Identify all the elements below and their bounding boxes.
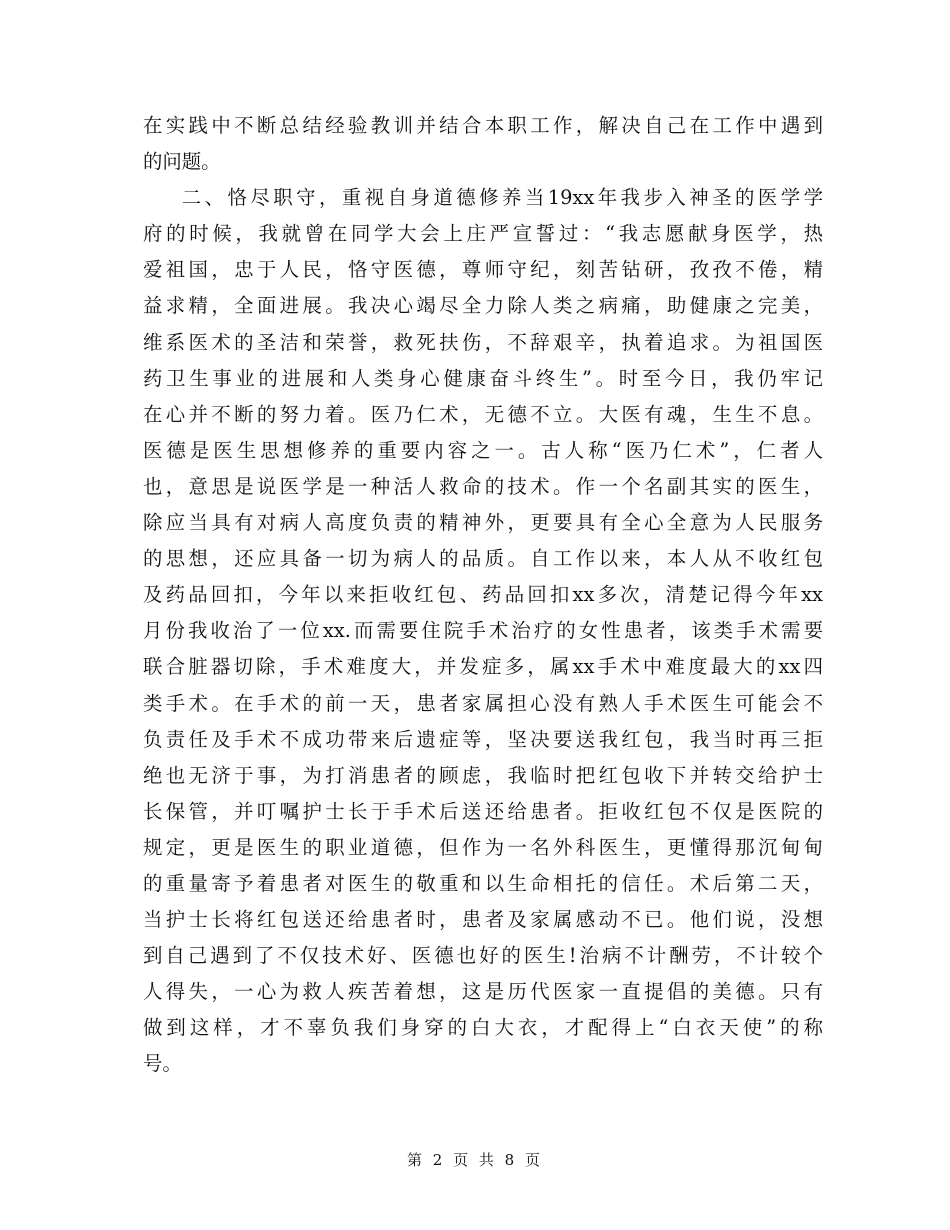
text-line: 府的时候，我就曾在同学大会上庄严宣誓过：“我志愿献身医学，热 xyxy=(143,222,823,246)
text-line: 医德是医生思想修养的重要内容之一。古人称“医乃仁术”，仁者人 xyxy=(143,438,823,462)
text-line: 的思想，还应具备一切为病人的品质。自工作以来，本人从不收红包 xyxy=(143,547,823,571)
text-line: 类手术。在手术的前一天，患者家属担心没有熟人手术医生可能会不 xyxy=(143,691,823,715)
text-line: 爱祖国，忠于人民，恪守医德，尊师守纪，刻苦钻研，孜孜不倦，精 xyxy=(143,258,823,282)
section-heading-line: 二、恪尽职守，重视自身道德修养当19xx年我步入神圣的医学学 xyxy=(181,186,823,210)
text-line: 及药品回扣，今年以来拒收红包、药品回扣xx多次，清楚记得今年xx xyxy=(143,583,823,607)
text-line: 长保管，并叮嘱护士长于手术后送还给患者。拒收红包不仅是医院的 xyxy=(143,799,823,823)
page-number-footer: 第 2 页 共 8 页 xyxy=(407,1151,543,1169)
body-text xyxy=(143,108,823,1083)
text-line: 也，意思是说医学是一种活人救命的技术。作一个名副其实的医生， xyxy=(143,474,823,498)
text-line: 月份我收治了一位xx.而需要住院手术治疗的女性患者，该类手术需要 xyxy=(143,619,823,643)
text-line: 在心并不断的努力着。医乃仁术，无德不立。大医有魂，生生不息。 xyxy=(143,402,823,426)
text-line: 联合脏器切除，手术难度大，并发症多，属xx手术中难度最大的xx四 xyxy=(143,655,823,679)
text-line: 人得失，一心为救人疾苦着想，这是历代医家一直提倡的美德。只有 xyxy=(143,980,823,1004)
text-line: 益求精，全面进展。我决心竭尽全力除人类之病痛，助健康之完美， xyxy=(143,294,823,318)
text-line: 的重量寄予着患者对医生的敬重和以生命相托的信任。术后第二天， xyxy=(143,871,823,895)
text-line: 到自己遇到了不仅技术好、医德也好的医生!治病不计酬劳，不计较个 xyxy=(143,944,823,968)
text-line: 绝也无济于事，为打消患者的顾虑，我临时把红包收下并转交给护士 xyxy=(143,763,823,787)
text-line: 除应当具有对病人高度负责的精神外，更要具有全心全意为人民服务 xyxy=(143,511,823,535)
text-line: 在实践中不断总结经验教训并结合本职工作，解决自己在工作中遇到 xyxy=(143,114,823,137)
text-line: 做到这样，才不辜负我们身穿的白大衣，才配得上“白衣天使”的称 xyxy=(143,1016,823,1040)
text-line: 当护士长将红包送还给患者时，患者及家属感动不已。他们说，没想 xyxy=(143,908,823,932)
text-line: 负责任及手术不成功带来后遗症等，坚决要送我红包，我当时再三拒 xyxy=(143,727,823,751)
text-line: 维系医术的圣洁和荣誉，救死扶伤，不辞艰辛，执着追求。为祖国医 xyxy=(143,330,823,354)
text-line: 的问题。 xyxy=(143,150,221,174)
text-line: 规定，更是医生的职业道德，但作为一名外科医生，更懂得那沉甸甸 xyxy=(143,835,823,859)
text-line: 号。 xyxy=(143,1052,182,1076)
text-line: 药卫生事业的进展和人类身心健康奋斗终生”。时至今日，我仍牢记 xyxy=(143,366,823,390)
